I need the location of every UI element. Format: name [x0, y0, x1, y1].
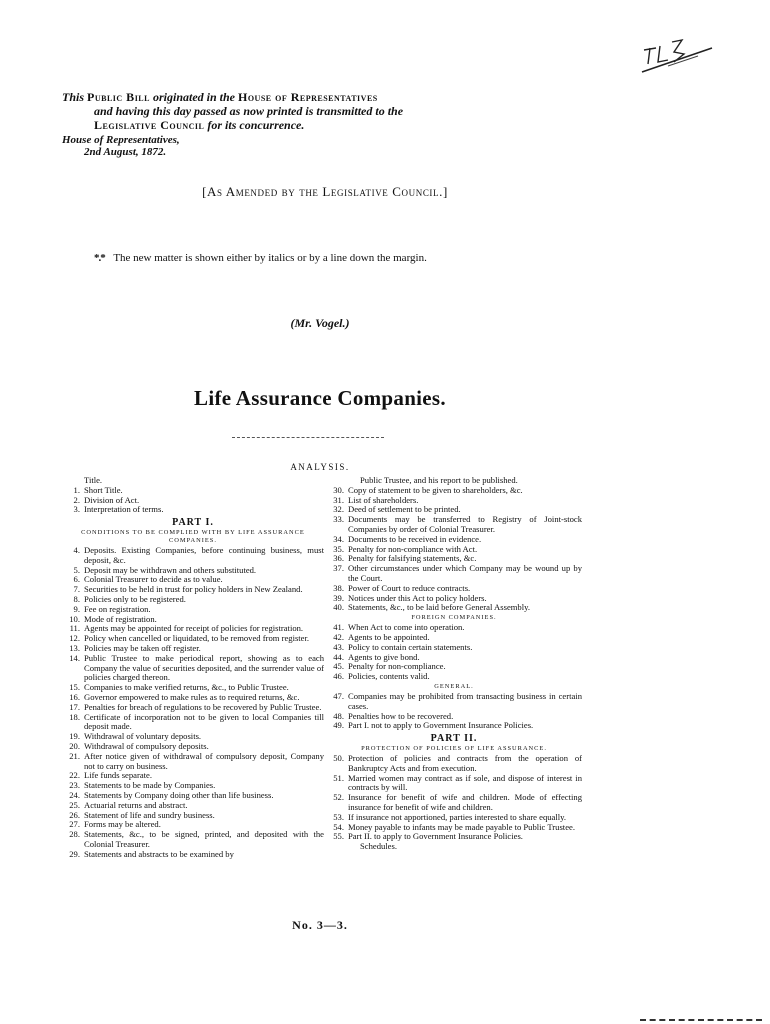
section-number: 18. — [69, 711, 80, 722]
section-number: 8. — [73, 593, 80, 604]
section-title: Statements and abstracts to be examined by — [84, 848, 234, 859]
analysis-entry — [62, 850, 324, 860]
section-title: Life funds separate. — [84, 770, 153, 781]
section-number: 23. — [69, 780, 80, 791]
section-title: Withdrawal of voluntary deposits. — [84, 731, 202, 742]
section-title: Deposit may be withdrawn and others substituted. — [84, 564, 257, 575]
section-title: Penalty for falsifying statements, &c. — [348, 553, 477, 564]
section-number: 6. — [73, 574, 80, 585]
section-title: Agents may be appointed for receipt of policies for registration. — [84, 623, 304, 634]
section-title: Colonial Treasurer to decide as to value. — [84, 574, 223, 585]
section-title: Policies may be taken off register. — [84, 642, 201, 653]
section-number: 11. — [69, 623, 80, 634]
section-title: Forms may be altered. — [84, 819, 161, 830]
section-number: 13. — [69, 642, 80, 653]
bottom-edge-mark — [640, 1019, 762, 1021]
section-title: Policy to contain certain statements. — [348, 641, 473, 652]
section-number: 7. — [73, 584, 80, 595]
section-title: Statements, &c., to be signed, printed, and deposited with the Colonial Treasurer. — [84, 829, 324, 849]
section-number: 27. — [69, 819, 80, 830]
section-title: Division of Act. — [84, 494, 140, 505]
section-title: Policies, contents valid. — [348, 671, 430, 682]
handwritten-mark — [638, 28, 716, 80]
section-title: Documents to be received in evidence. — [348, 533, 482, 544]
section-title: Policy when cancelled or liquidated, to be removed from register. — [84, 633, 310, 644]
section-title: Insurance for benefit of wife and children. Mode of effecting insurance for benefit of wife and children. — [348, 792, 582, 812]
section-title: Penalty for non-compliance with Act. — [348, 543, 478, 554]
section-title: Other circumstances under which Company may be wound up by the Court. — [348, 563, 582, 583]
section-title: Interpretation of terms. — [84, 504, 164, 515]
asterism-icon: *.* — [94, 252, 105, 264]
section-number: 15. — [69, 682, 80, 693]
section-number: 35. — [333, 543, 344, 554]
section-title: Public Trustee to make periodical report, showing as to each Company the value of securities deposited, and the surrender value of policies charged thereon. — [84, 652, 324, 683]
section-number: 44. — [333, 651, 344, 662]
section-title: Deposits. Existing Companies, before continuing business, must deposit, &c. — [84, 544, 324, 565]
section-number: 2. — [73, 494, 80, 505]
section-number: 20. — [69, 740, 80, 751]
section-title: Part II. to apply to Government Insurance Policies. — [348, 831, 523, 842]
analysis-entry — [326, 564, 582, 584]
section-subheading: GENERAL. — [434, 682, 474, 690]
section-number: 41. — [333, 622, 344, 633]
section-subheading: FOREIGN COMPANIES. — [411, 614, 497, 622]
section-number: 43. — [333, 641, 344, 652]
section-title: Notices under this Act to policy holders. — [348, 592, 487, 603]
section-number: 38. — [333, 582, 344, 593]
analysis-entry — [326, 603, 582, 613]
bill-number: No. 3—3. — [292, 918, 348, 932]
section-title: Agents to give bond. — [348, 651, 420, 662]
section-number: 31. — [333, 494, 344, 505]
section-title: If insurance not apportioned, parties interested to share equally. — [348, 811, 567, 822]
analysis-entry — [326, 672, 582, 682]
section-title: Companies to make verified returns, &c., to Public Trustee. — [84, 682, 289, 693]
section-title: Penalty for non-compliance. — [348, 661, 446, 672]
section-title: Public Trustee, and his report to be published. — [360, 475, 518, 485]
section-title: Statements, &c., to be laid before General Assembly. — [348, 602, 531, 613]
section-title: Schedules. — [360, 841, 397, 852]
section-title: After notice given of withdrawal of compulsory deposit, Company not to carry on business. — [84, 750, 324, 771]
section-number: 48. — [333, 710, 344, 721]
analysis-entry — [62, 505, 324, 515]
section-title: Part I. not to apply to Government Insurance Policies. — [348, 720, 534, 731]
analysis-entry — [326, 754, 582, 774]
section-title: Documents may be transferred to Registry of Joint-stock Companies by order of Colonial Treasurer. — [348, 514, 582, 534]
section-title: Policies only to be registered. — [84, 593, 186, 604]
section-number: 16. — [69, 691, 80, 702]
section-number: 22. — [69, 770, 80, 781]
amended-notice: [As Amended by the Legislative Council.] — [202, 184, 448, 199]
analysis-entry — [62, 752, 324, 772]
section-title: Fee on registration. — [84, 603, 151, 614]
section-number: 25. — [69, 799, 80, 810]
section-title: Actuarial returns and abstract. — [84, 799, 188, 810]
section-title: Copy of statement to be given to shareholders, &c. — [348, 484, 523, 495]
section-number: 33. — [333, 514, 344, 525]
page-title: Life Assurance Companies. — [194, 386, 446, 410]
section-number: 14. — [69, 652, 80, 663]
section-title: Governor empowered to make rules as to required returns, &c. — [84, 691, 300, 702]
section-subheading: PROTECTION OF POLICIES OF LIFE ASSURANCE. — [361, 744, 547, 752]
analysis-entry — [326, 692, 582, 712]
section-title: Mode of registration. — [84, 613, 157, 624]
analysis-entry — [326, 721, 582, 731]
transmittal-line-2: and having this day passed as now printed is transmitted to the — [94, 104, 404, 118]
section-number: 39. — [333, 592, 344, 603]
part-heading: PART I. — [172, 517, 214, 529]
section-number: 42. — [333, 631, 344, 642]
analysis-entry — [326, 793, 582, 813]
section-title: Deed of settlement to be printed. — [348, 504, 461, 515]
section-title: Agents to be appointed. — [348, 631, 430, 642]
transmittal-line-1: This Public Bill originated in the House of Representatives — [62, 90, 378, 104]
analysis-entry — [62, 546, 324, 566]
section-number: 5. — [73, 564, 80, 575]
analysis-entry — [326, 842, 582, 852]
section-title: Penalties how to be recovered. — [348, 710, 454, 721]
section-number — [62, 476, 84, 486]
section-number: 55. — [333, 831, 344, 842]
section-title: Penalties for breach of regulations to be recovered by Public Trustee. — [84, 701, 322, 712]
section-number: 51. — [333, 772, 344, 783]
analysis-heading: ANALYSIS. — [290, 462, 350, 472]
italics-note: *.* The new matter is shown either by italics or by a line down the margin. — [94, 252, 427, 264]
section-title: Withdrawal of compulsory deposits. — [84, 740, 209, 751]
section-title: Money payable to infants may be made payable to Public Trustee. — [348, 821, 575, 832]
section-number: 26. — [69, 809, 80, 820]
section-title: Statements by Company doing other than life business. — [84, 789, 274, 800]
section-number: 45. — [333, 661, 344, 672]
section-title: Power of Court to reduce contracts. — [348, 582, 471, 593]
section-number: 46. — [333, 671, 344, 682]
section-title: Companies may be prohibited from transacting business in certain cases. — [348, 690, 582, 711]
house-date: House of Representatives, 2nd August, 1872. — [62, 134, 180, 158]
section-number: 28. — [69, 829, 80, 840]
section-number: 50. — [333, 752, 344, 763]
section-number: 52. — [333, 792, 344, 803]
section-title: Title. — [84, 475, 103, 485]
section-number: 32. — [333, 504, 344, 515]
section-number: 49. — [333, 720, 344, 731]
section-title: Short Title. — [84, 484, 123, 495]
section-number: 40. — [333, 602, 344, 613]
section-title: Certificate of incorporation not to be given to local Companies till deposit made. — [84, 711, 324, 732]
title-divider — [232, 437, 384, 438]
analysis-entry — [326, 774, 582, 794]
analysis-left-column — [62, 476, 324, 859]
analysis-entry — [326, 515, 582, 535]
section-number: 12. — [69, 633, 80, 644]
section-number: 30. — [333, 484, 344, 495]
section-number: 4. — [73, 544, 80, 555]
section-title: When Act to come into operation. — [348, 622, 465, 633]
section-number: 17. — [69, 701, 80, 712]
section-number: 29. — [69, 848, 80, 859]
section-number: 24. — [69, 789, 80, 800]
analysis-right-column — [326, 476, 582, 852]
part-heading: PART II. — [430, 733, 478, 745]
section-number: 9. — [73, 603, 80, 614]
section-number: 36. — [333, 553, 344, 564]
section-number: 19. — [69, 731, 80, 742]
section-number: 54. — [333, 821, 344, 832]
section-title: Statements to be made by Companies. — [84, 780, 216, 791]
section-number: 1. — [73, 484, 80, 495]
section-number: 21. — [69, 750, 80, 761]
section-title: Married women may contract as if sole, and dispose of interest in contracts by will. — [348, 772, 582, 793]
section-number: 37. — [333, 563, 344, 574]
section-subheading: CONDITIONS TO BE COMPLIED WITH BY LIFE ASSURANCE COMPANIES. — [81, 528, 305, 544]
section-number: 34. — [333, 533, 344, 544]
analysis-entry — [62, 830, 324, 850]
transmittal-line-3: Legislative Council for its concurrence. — [94, 118, 305, 132]
section-number: 10. — [69, 613, 80, 624]
section-number: 47. — [333, 690, 344, 701]
section-number — [326, 842, 348, 852]
section-number: 53. — [333, 811, 344, 822]
section-title: Securities to be held in trust for policy holders in New Zealand. — [84, 584, 303, 595]
transmittal-text — [62, 90, 602, 132]
analysis-entry — [62, 713, 324, 733]
section-title: Statement of life and sundry business. — [84, 809, 215, 820]
bill-mover: (Mr. Vogel.) — [290, 316, 350, 330]
analysis-entry — [62, 654, 324, 683]
section-number: 3. — [73, 504, 80, 515]
section-title: List of shareholders. — [348, 494, 419, 505]
section-title: Protection of policies and contracts from the operation of Bankruptcy Acts and from execution. — [348, 752, 582, 773]
